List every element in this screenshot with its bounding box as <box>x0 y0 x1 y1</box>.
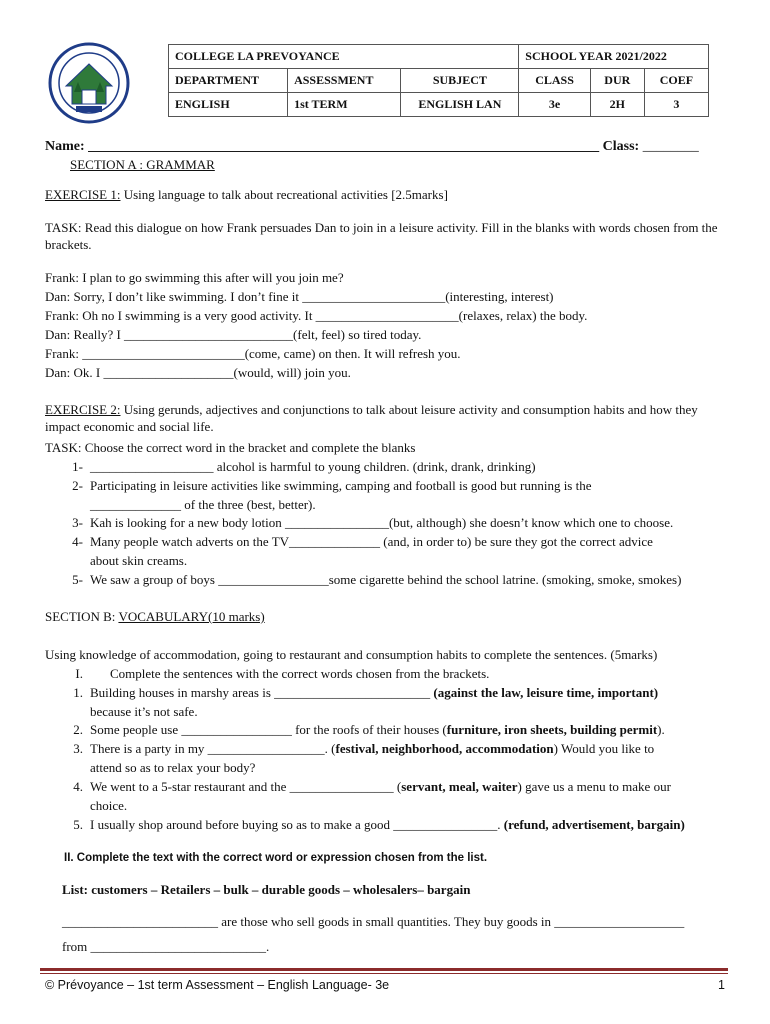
section-a-title-text: SECTION A : GRAMMAR <box>70 157 215 172</box>
dialogue-line-1: Frank: I plan to go swimming this after will you join me? <box>45 270 344 285</box>
item-options: (refund, advertisement, bargain) <box>503 817 685 832</box>
dialogue-line-4: Dan: Really? I __________________________(felt, feel) so tired today. <box>45 327 422 342</box>
value-subject: ENGLISH LAN <box>401 93 519 117</box>
exercise-2-text: Using gerunds, adjectives and conjunctions to talk about leisure activity and consumption habits and how they impact economic and social life. <box>45 402 698 434</box>
school-name: COLLEGE LA PREVOYANCE <box>169 45 519 69</box>
item-text: Some people use _________________ for the roofs of their houses ( <box>90 722 447 737</box>
vocab-item <box>45 740 725 757</box>
vocab-item <box>45 703 725 720</box>
item-options: furniture, iron sheets, building permit <box>446 722 658 737</box>
item-text: about skin creams. <box>90 553 188 568</box>
item-options: (against the law, leisure time, important) <box>433 685 659 700</box>
exercise-2-label: EXERCISE 2: <box>45 402 121 417</box>
item-tail: ) gave us a menu to make our <box>517 779 671 794</box>
footer <box>45 978 725 992</box>
section-a-title <box>70 156 725 173</box>
item-text: because it’s not safe. <box>90 704 198 719</box>
section-b-title <box>45 608 725 625</box>
fill-text-line-1: ________________________ are those who sell goods in small quantities. They buy goods in ____________________ <box>62 914 685 929</box>
label-assessment: ASSESSMENT <box>288 69 401 93</box>
dialogue-line-5: Frank: _________________________(come, came) on then. It will refresh you. <box>45 346 461 361</box>
item-number: 5. <box>73 817 83 832</box>
label-duration: DUR <box>590 69 644 93</box>
footer-text: © Prévoyance – 1st term Assessment – English Language- 3e <box>45 978 390 992</box>
ex2-item <box>45 533 725 550</box>
item-number: 1. <box>73 685 83 700</box>
fill-text-line-2: from ___________________________. <box>62 939 270 954</box>
footer-divider <box>40 968 728 971</box>
school-logo <box>48 42 130 124</box>
item-text: ___________________ alcohol is harmful to young children. (drink, drank, drinking) <box>90 459 536 474</box>
item-number: 2- <box>72 478 83 493</box>
label-class: CLASS <box>519 69 591 93</box>
name-blank[interactable]: _________________________________________________________________________ <box>88 139 600 154</box>
item-tail: ). <box>657 722 665 737</box>
vocab-item <box>45 759 725 776</box>
exercise-1-heading <box>45 186 725 203</box>
item-number: 3- <box>72 515 83 530</box>
item-options: festival, neighborhood, accommodation <box>335 741 554 756</box>
item-text: We went to a 5-star restaurant and the ________________ ( <box>90 779 402 794</box>
task-1: TASK: Read this dialogue on how Frank persuades Dan to join in a leisure activity. Fill in the blanks with words chosen from the brackets. <box>45 220 718 252</box>
value-department: ENGLISH <box>169 93 288 117</box>
section-b-intro: Using knowledge of accommodation, going to restaurant and consumption habits to complete the sentences. (5marks) <box>45 647 658 662</box>
exercise-1-label: EXERCISE 1: <box>45 187 121 202</box>
vocab-item <box>45 797 725 814</box>
item-number: 2. <box>73 722 83 737</box>
item-text: I usually shop around before buying so as to make a good ________________. <box>90 817 504 832</box>
ex2-item <box>45 552 725 569</box>
class-label: Class: <box>602 139 640 154</box>
header-table <box>168 44 709 117</box>
vocab-item <box>45 684 725 701</box>
item-number: 5- <box>72 572 83 587</box>
ex2-item <box>45 571 725 588</box>
item-text: Many people watch adverts on the TV______________ (and, in order to) be sure they got the correct advice <box>90 534 653 549</box>
task-2: TASK: Choose the correct word in the bracket and complete the blanks <box>45 440 416 455</box>
part-1-number: I. <box>75 666 83 681</box>
item-number: 4. <box>73 779 83 794</box>
page-number: 1 <box>718 978 725 992</box>
footer-divider-thin <box>40 973 728 974</box>
item-text: attend so as to relax your body? <box>90 760 256 775</box>
value-class: 3e <box>519 93 591 117</box>
exercise-2-heading <box>45 401 725 435</box>
value-coef: 3 <box>644 93 708 117</box>
item-number: 3. <box>73 741 83 756</box>
item-tail: ) Would you like to <box>553 741 655 756</box>
item-number: 4- <box>72 534 83 549</box>
label-coef: COEF <box>644 69 708 93</box>
ex2-item <box>45 496 725 513</box>
item-text: Participating in leisure activities like swimming, camping and football is good but running is the <box>90 478 592 493</box>
ex2-item <box>45 458 725 475</box>
ex2-item <box>45 477 725 494</box>
part-1-text: Complete the sentences with the correct words chosen from the brackets. <box>110 666 490 681</box>
part-1-heading <box>45 665 725 682</box>
name-line <box>45 138 725 155</box>
section-b-title-text: VOCABULARY(10 marks) <box>118 609 265 624</box>
value-assessment: 1st TERM <box>288 93 401 117</box>
item-text: There is a party in my __________________. ( <box>90 741 336 756</box>
dialogue-line-2: Dan: Sorry, I don’t like swimming. I don’t fine it ______________________(interesting, interest) <box>45 289 554 304</box>
dialogue-line-3: Frank: Oh no I swimming is a very good activity. It ______________________(relaxes, relax) the body. <box>45 308 588 323</box>
ex2-item <box>45 514 725 531</box>
dialogue-line-6: Dan: Ok. I ____________________(would, will) join you. <box>45 365 351 380</box>
part-2-heading: II. Complete the text with the correct word or expression chosen from the list. <box>64 852 488 864</box>
item-text: Kah is looking for a new body lotion ________________(but, although) she doesn’t know which one to choose. <box>90 515 674 530</box>
class-blank[interactable]: ________ <box>642 139 699 154</box>
vocab-item <box>45 816 725 833</box>
exercise-1-text: Using language to talk about recreational activities [2.5marks] <box>120 187 448 202</box>
label-subject: SUBJECT <box>401 69 519 93</box>
item-text: ______________ of the three (best, better). <box>90 497 316 512</box>
item-text: Building houses in marshy areas is ________________________ <box>90 685 434 700</box>
item-number: 1- <box>72 459 83 474</box>
word-list: List: customers – Retailers – bulk – durable goods – wholesalers– bargain <box>62 882 471 897</box>
item-text: choice. <box>90 798 128 813</box>
school-year: SCHOOL YEAR 2021/2022 <box>519 45 709 69</box>
section-b-prefix: SECTION B: <box>45 609 119 624</box>
value-duration: 2H <box>590 93 644 117</box>
item-options: servant, meal, waiter <box>401 779 518 794</box>
vocab-item <box>45 721 725 738</box>
vocab-item <box>45 778 725 795</box>
item-text: We saw a group of boys _________________some cigarette behind the school latrine. (smoking, smoke, smokes) <box>90 572 682 587</box>
label-department: DEPARTMENT <box>169 69 288 93</box>
name-label: Name: <box>45 139 85 154</box>
